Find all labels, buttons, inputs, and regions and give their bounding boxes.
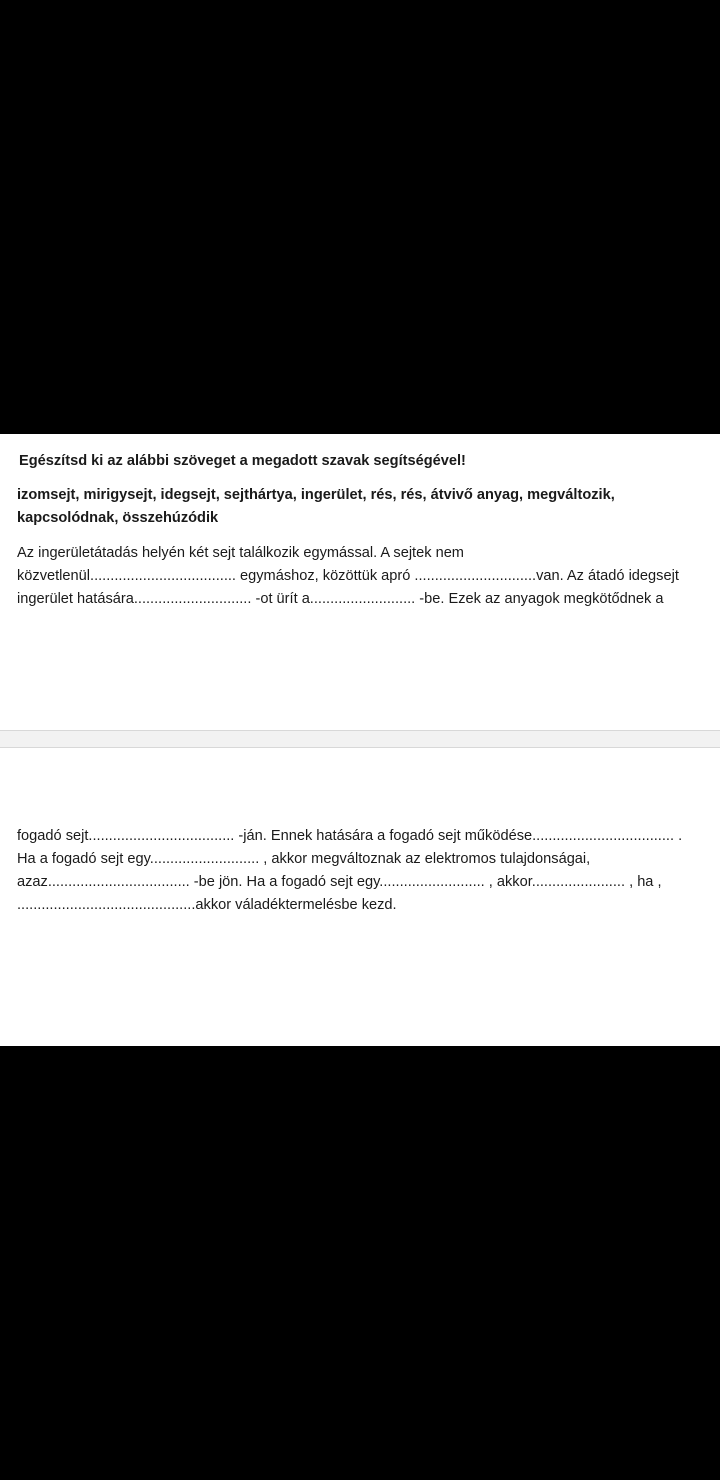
document-page-1 (0, 434, 720, 730)
instruction-heading: Egészítsd ki az alábbi szöveget a megadott szavak segítségével! (19, 453, 466, 469)
word-bank-line-2: kapcsolódnak, összehúzódik (17, 510, 219, 526)
text-line-4: fogadó sejt.................................... -ján. Ennek hatására a fogadó sejt működése................................... . (17, 828, 683, 844)
page-separator (0, 730, 720, 748)
document-page-2 (0, 748, 720, 1046)
text-line-5: Ha a fogadó sejt egy........................... , akkor megváltoznak az elektromos tulajdonságai, (17, 851, 591, 867)
text-line-3: ingerület hatására............................. -ot ürít a.......................... -be. Ezek az anyagok megkötődnek a (17, 591, 664, 607)
text-line-7: ............................................akkor váladéktermelésbe kezd. (17, 897, 397, 913)
word-bank-line-1: izomsejt, mirigysejt, idegsejt, sejthártya, ingerület, rés, rés, átvivő anyag, megváltozik, (17, 487, 615, 503)
text-line-1: Az ingerületátadás helyén két sejt találkozik egymással. A sejtek nem (17, 545, 464, 561)
text-line-6: azaz................................... -be jön. Ha a fogadó sejt egy.......................... , akkor....................... , ha , (17, 874, 662, 890)
text-line-2: közvetlenül.................................... egymáshoz, közöttük apró ..............................van. Az átadó idegsejt (17, 568, 679, 584)
